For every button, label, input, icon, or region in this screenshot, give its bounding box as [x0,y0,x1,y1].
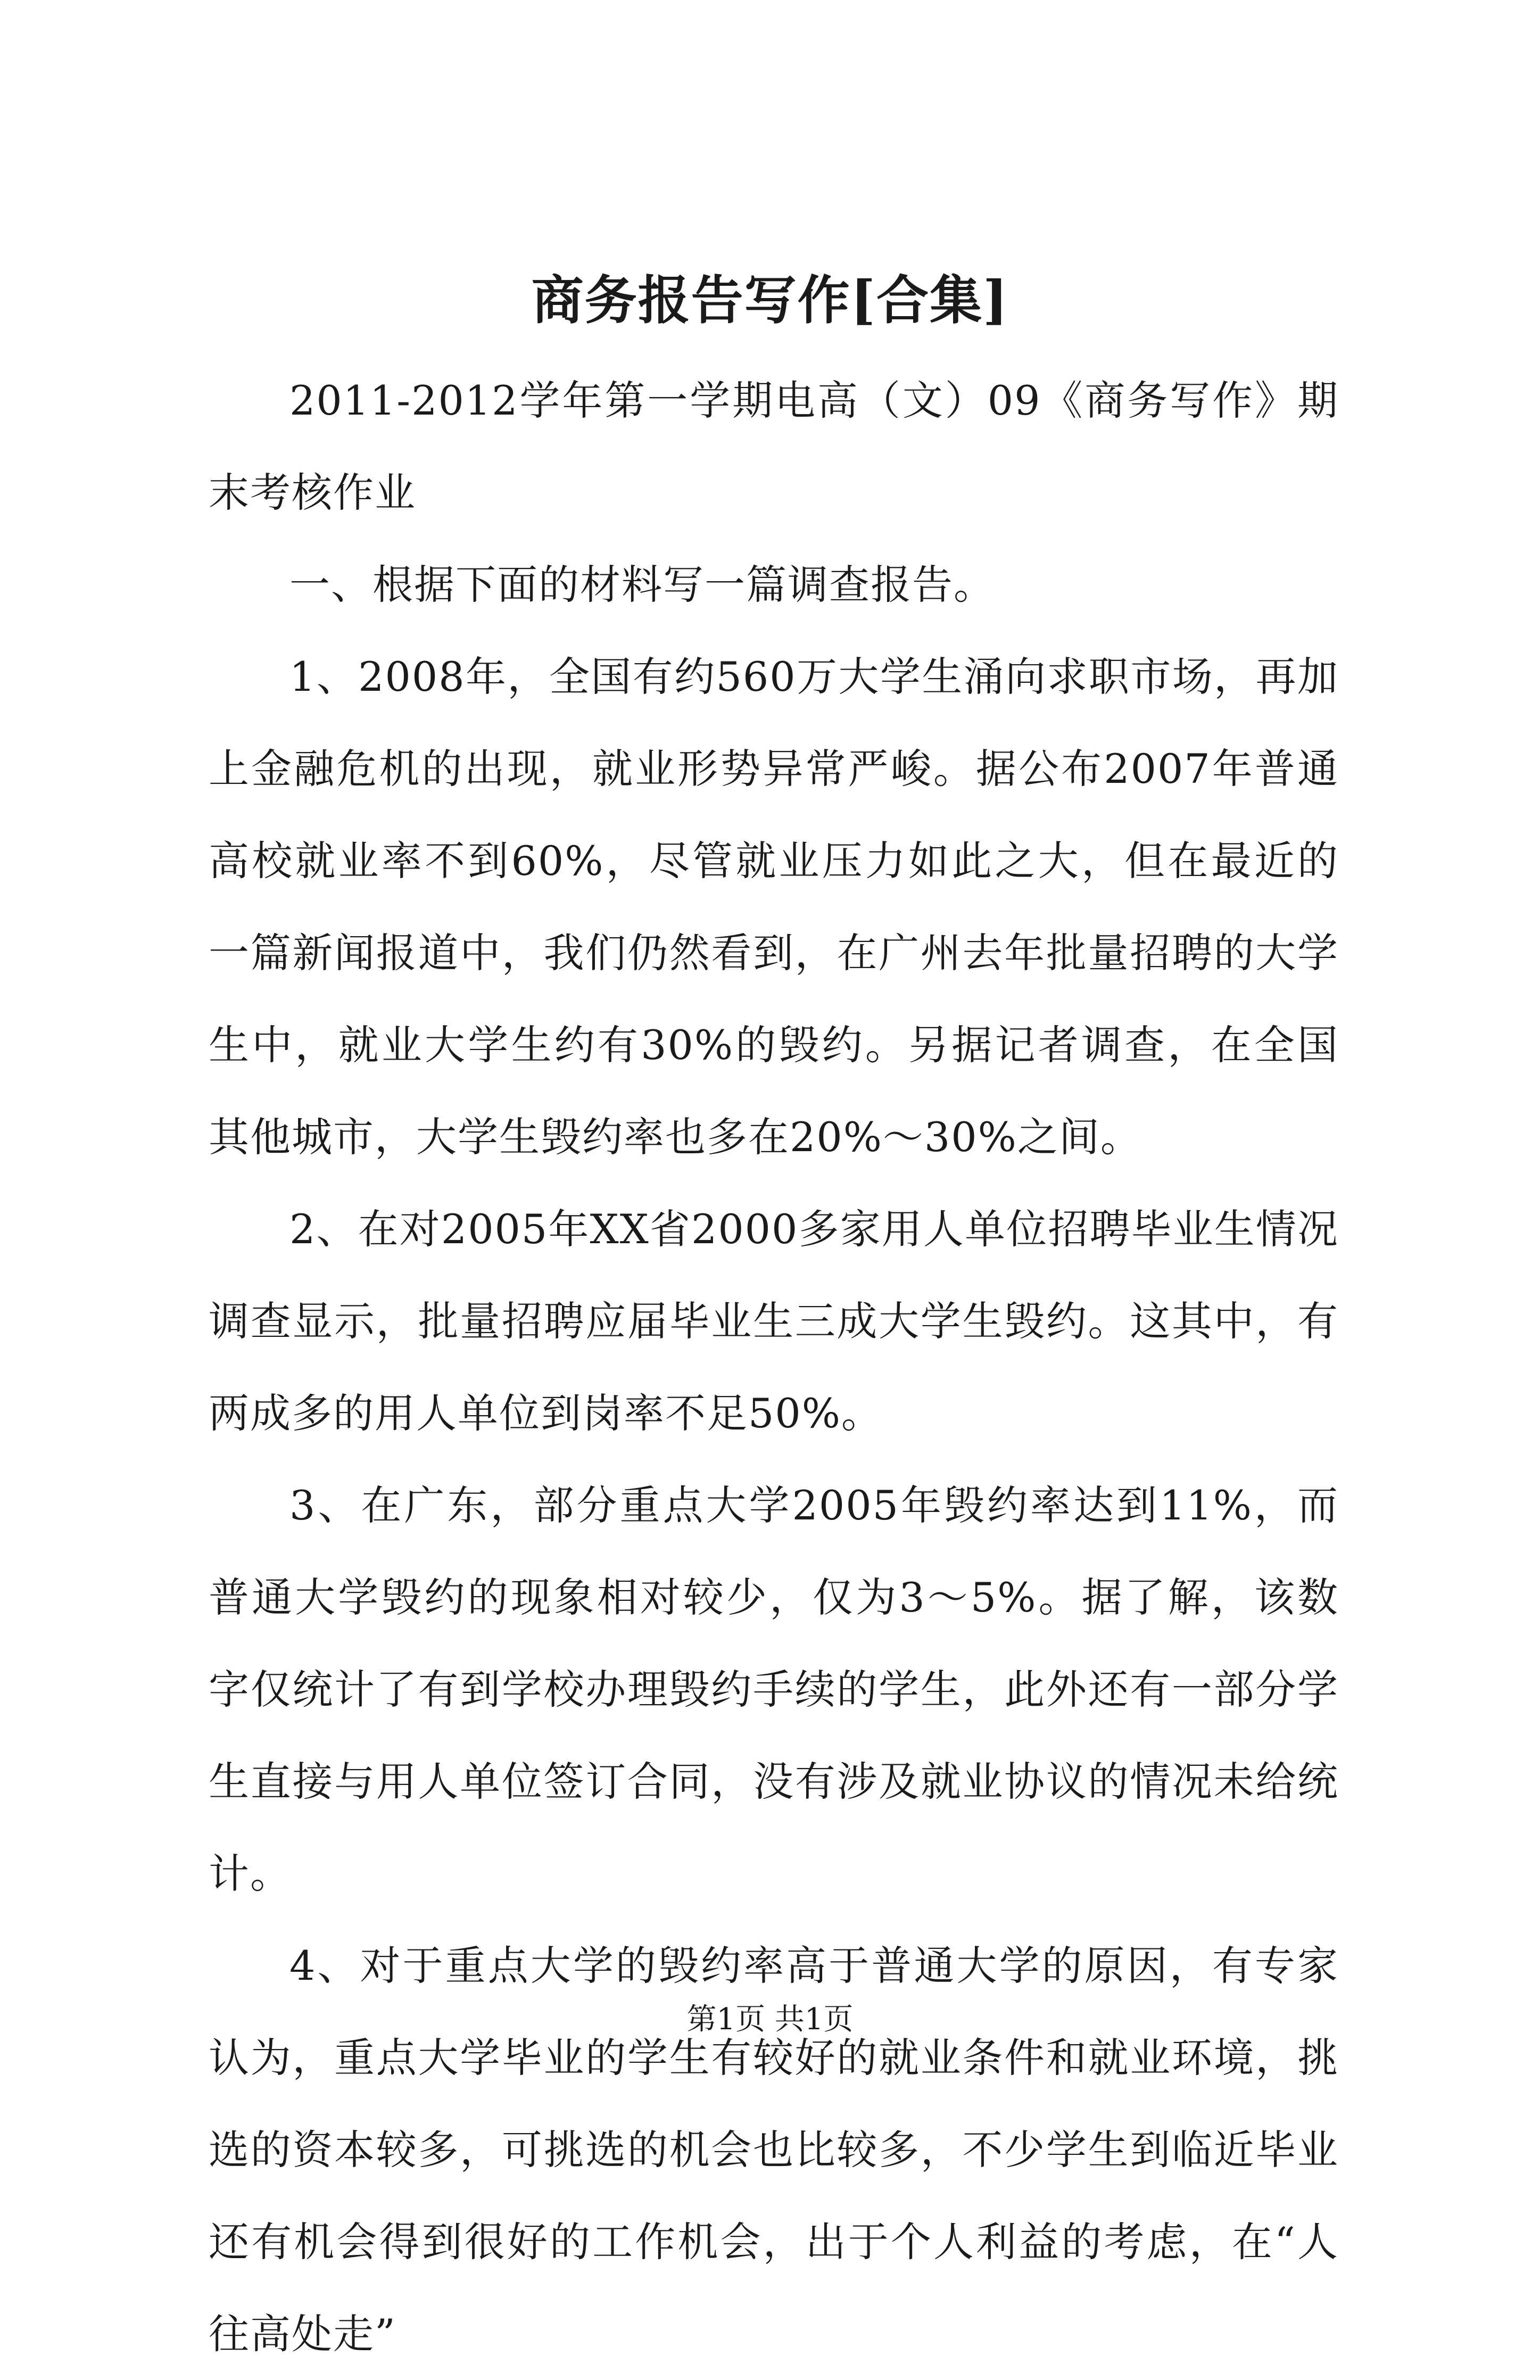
page-footer: 第1页 共1页 [686,2002,854,2037]
paragraph-item-2: 2、在对2005年XX省2000多家用人单位招聘毕业生情况调查显示，批量招聘应届毕业生三成大学生毁约。这其中，有两成多的用人单位到岗率不足50%。 [209,1205,1339,1437]
paragraph-item-4: 4、对于重点大学的毁约率高于普通大学的原因，有专家认为，重点大学毕业的学生有较好的就业条件和就业环境，挑选的资本较多，可挑选的机会也比较多，不少学生到临近毕业还有机会得到很好的工作机会，出于个人利益的考虑，在“人往高处走” [209,1942,1339,2358]
paragraph-item-1: 1、2008年，全国有约560万大学生涌向求职市场，再加上金融危机的出现，就业形势异常严峻。据公布2007年普通高校就业率不到60%，尽管就业压力如此之大，但在最近的一篇新闻报道中，我们仍然看到，在广州去年批量招聘的大学生中，就业大学生约有30%的毁约。另据记者调查，在全国其他城市，大学生毁约率也多在20%～30%之间。 [209,653,1339,1161]
paragraph-item-3: 3、在广东，部分重点大学2005年毁约率达到11%，而普通大学毁约的现象相对较少，仅为3～5%。据了解，该数字仅统计了有到学校办理毁约手续的学生，此外还有一部分学生直接与用人单位签订合同，没有涉及就业协议的情况未给统计。 [209,1482,1339,1897]
paragraph-task: 一、根据下面的材料写一篇调查报告。 [289,561,995,608]
document-title: 商务报告写作[合集] [531,270,1009,331]
document-body [209,354,1339,2380]
paragraph-course-header: 2011-2012学年第一学期电高（文）09《商务写作》期末考核作业 [209,377,1339,516]
